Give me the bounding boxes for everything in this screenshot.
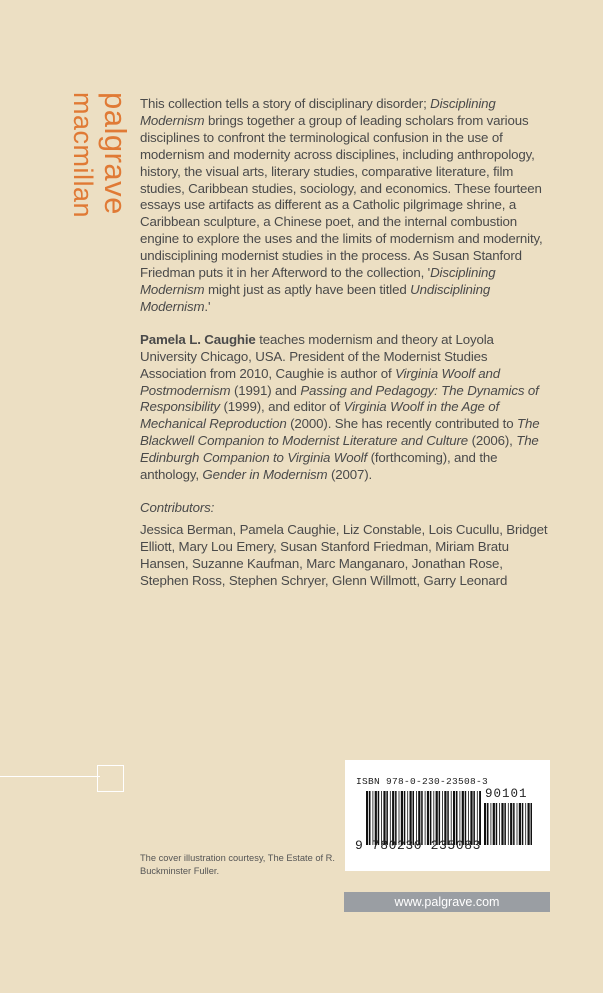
cover-credit: The cover illustration courtesy, The Estate of R. Buckminster Fuller. — [140, 853, 335, 876]
addon-barcode-bars — [484, 803, 532, 845]
contributors-list: Jessica Berman, Pamela Caughie, Liz Constable, Lois Cucullu, Bridget Elliott, Mary Lou Emery, Susan Stanford Friedman, Miriam Bratu Hansen, Suzanne Kaufman, Marc Manganaro, Jonathan Rose, Stephen Ross, Stephen Schryer, Glenn Willmott, Garry Leonard — [140, 521, 548, 588]
logo-palgrave: palgrave — [98, 92, 133, 215]
isbn-number: ISBN 978-0-230-23508-3 — [356, 776, 489, 787]
barcode-bars — [366, 791, 481, 845]
publisher-logo — [62, 92, 132, 227]
blurb-paragraph: This collection tells a story of disciplinary disorder; Disciplining Modernism brings together a group of leading scholars from various disciplines to confront the terminological confusion in the use of modernism and modernity across disciplines, including anthropology, history, the visual arts, literary studies, comparative literature, film studies, Caribbean studies, sociology, and economics. These fourteen essays use artifacts as different as a Catholic pilgrimage shrine, a Caribbean sculpture, a Chinese poet, and the internal combustion engine to explore the uses and the limits of modernism and modernity, undisciplining modernist studies in the process. As Susan Stanford Friedman puts it in her Afterword to the collection, 'Disciplining Modernism might just as aptly have been titled Undisciplining Modernism.' — [140, 96, 543, 314]
contributors-heading: Contributors: — [140, 499, 215, 515]
decorative-rule — [0, 776, 100, 777]
price-code: 90101 — [485, 787, 528, 801]
publisher-logo-text — [68, 92, 132, 218]
decorative-square — [97, 765, 124, 792]
publisher-url[interactable]: www.palgrave.com — [344, 892, 550, 912]
isbn-barcode — [345, 760, 550, 871]
author-bio: Pamela L. Caughie teaches modernism and theory at Loyola University Chicago, USA. President of the Modernist Studies Association from 2010, Caughie is author of Virginia Woolf and Postmodernism (1991) and Passing and Pedagogy: The Dynamics of Responsibility (1999), and editor of Virginia Woolf in the Age of Mechanical Reproduction (2000). She has recently contributed to The Blackwell Companion to Modernist Literature and Culture (2006), The Edinburgh Companion to Virginia Woolf (forthcoming), and the anthology, Gender in Modernism (2007). — [140, 331, 540, 483]
barcode-digits: 9 780230 235083 — [355, 838, 482, 853]
back-cover-text — [140, 96, 550, 589]
author-name: Pamela L. Caughie — [140, 331, 256, 347]
logo-macmillan: macmillan — [68, 92, 98, 219]
